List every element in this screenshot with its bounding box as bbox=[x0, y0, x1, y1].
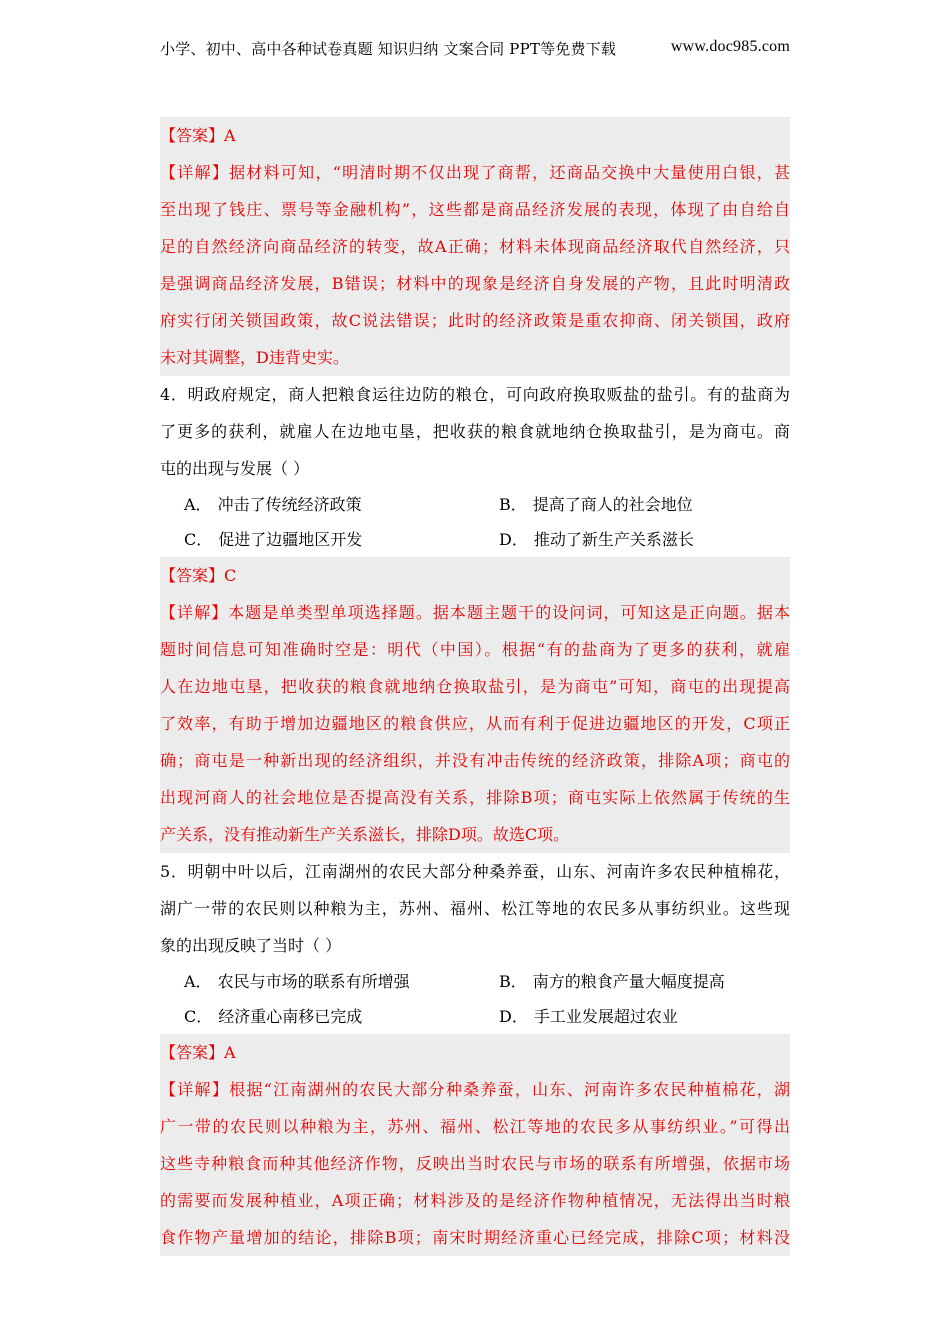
detail-line: 广一带的农民则以种粮为主，苏州、福州、松江等地的农民多从事纺织业。”可得出 bbox=[160, 1117, 790, 1136]
answer-label: 【答案】C bbox=[160, 566, 237, 585]
detail-line: 的需要而发展种植业，A项正确；材料涉及的是经济作物种植情况，无法得出当时粮 bbox=[160, 1191, 790, 1210]
option-d[interactable]: D． 手工业发展超过农业 bbox=[499, 1007, 678, 1026]
option-a[interactable]: A． 农民与市场的联系有所增强 bbox=[184, 972, 410, 991]
detail-line: 至出现了钱庄、票号等金融机构”，这些都是商品经济发展的表现，体现了由自给自 bbox=[160, 200, 790, 219]
page-content bbox=[160, 117, 790, 1256]
answer-block-q5 bbox=[160, 1034, 790, 1256]
detail-line: 府实行闭关锁国政策，故C说法错误；此时的经济政策是重农抑商、闭关锁国，政府 bbox=[160, 311, 790, 330]
detail-line: 【详解】本题是单类型单项选择题。据本题主题干的设问词，可知这是正向题。据本 bbox=[160, 603, 790, 622]
header-url[interactable]: www.doc985.com bbox=[670, 38, 790, 55]
detail-line: 确；商屯是一种新出现的经济组织，并没有冲击传统的经济政策，排除A项；商屯的 bbox=[160, 751, 790, 770]
detail-line: 【详解】根据“江南湖州的农民大部分种桑养蚕，山东、河南许多农民种植棉花，湖 bbox=[160, 1080, 790, 1099]
option-c[interactable]: C． 促进了边疆地区开发 bbox=[184, 530, 363, 549]
option-b[interactable]: B． 南方的粮食产量大幅度提高 bbox=[499, 972, 725, 991]
detail-line: 人在边地屯垦，把收获的粮食就地纳仓换取盐引，是为商屯”可知，商屯的出现提高 bbox=[160, 677, 790, 696]
detail-line: 产关系，没有推动新生产关系滋长，排除D项。故选C项。 bbox=[160, 825, 570, 844]
answer-label: 【答案】A bbox=[160, 1043, 236, 1062]
question-stem-line: 象的出现反映了当时（ ） bbox=[160, 936, 342, 955]
detail-line: 是强调商品经济发展，B错误；材料中的现象是经济自身发展的产物，且此时明清政 bbox=[160, 274, 790, 293]
detail-line: 足的自然经济向商品经济的转变，故A正确；材料未体现商品经济取代自然经济，只 bbox=[160, 237, 790, 256]
question-5 bbox=[160, 853, 790, 1034]
question-4 bbox=[160, 376, 790, 557]
detail-line: 【详解】据材料可知，“明清时期不仅出现了商帮，还商品交换中大量使用白银，甚 bbox=[160, 163, 790, 182]
option-c[interactable]: C． 经济重心南移已完成 bbox=[184, 1007, 363, 1026]
options-q4 bbox=[160, 487, 790, 557]
page-header bbox=[160, 38, 790, 59]
answer-block-q4 bbox=[160, 557, 790, 853]
question-stem-line: 4．明政府规定，商人把粮食运往边防的粮仓，可向政府换取贩盐的盐引。有的盐商为 bbox=[160, 385, 790, 404]
question-stem-line: 湖广一带的农民则以种粮为主，苏州、福州、松江等地的农民多从事纺织业。这些现 bbox=[160, 899, 790, 918]
option-b[interactable]: B． 提高了商人的社会地位 bbox=[499, 495, 693, 514]
detail-line: 出现河商人的社会地位是否提高没有关系，排除B项；商屯实际上依然属于传统的生 bbox=[160, 788, 790, 807]
header-text: 小学、初中、高中各种试卷真题 知识归纳 文案合同 PPT等免费下载 bbox=[160, 40, 617, 58]
option-a[interactable]: A． 冲击了传统经济政策 bbox=[184, 495, 362, 514]
detail-line: 食作物产量增加的结论，排除B项；南宋时期经济重心已经完成，排除C项；材料没 bbox=[160, 1228, 790, 1247]
question-stem-line: 5．明朝中叶以后，江南湖州的农民大部分种桑养蚕，山东、河南许多农民种植棉花， bbox=[160, 862, 790, 881]
options-q5 bbox=[160, 964, 790, 1034]
answer-block-q3 bbox=[160, 117, 790, 376]
answer-label: 【答案】A bbox=[160, 126, 236, 145]
detail-line: 未对其调整，D违背史实。 bbox=[160, 348, 349, 367]
question-stem-line: 屯的出现与发展（ ） bbox=[160, 459, 310, 478]
detail-line: 了效率，有助于增加边疆地区的粮食供应，从而有利于促进边疆地区的开发，C项正 bbox=[160, 714, 790, 733]
detail-line: 题时间信息可知准确时空是：明代（中国）。根据“有的盐商为了更多的获利，就雇 bbox=[160, 640, 790, 659]
option-d[interactable]: D． 推动了新生产关系滋长 bbox=[499, 530, 694, 549]
question-stem-line: 了更多的获利，就雇人在边地屯垦，把收获的粮食就地纳仓换取盐引，是为商屯。商 bbox=[160, 422, 790, 441]
detail-line: 这些寺种粮食而种其他经济作物，反映出当时农民与市场的联系有所增强，依据市场 bbox=[160, 1154, 790, 1173]
